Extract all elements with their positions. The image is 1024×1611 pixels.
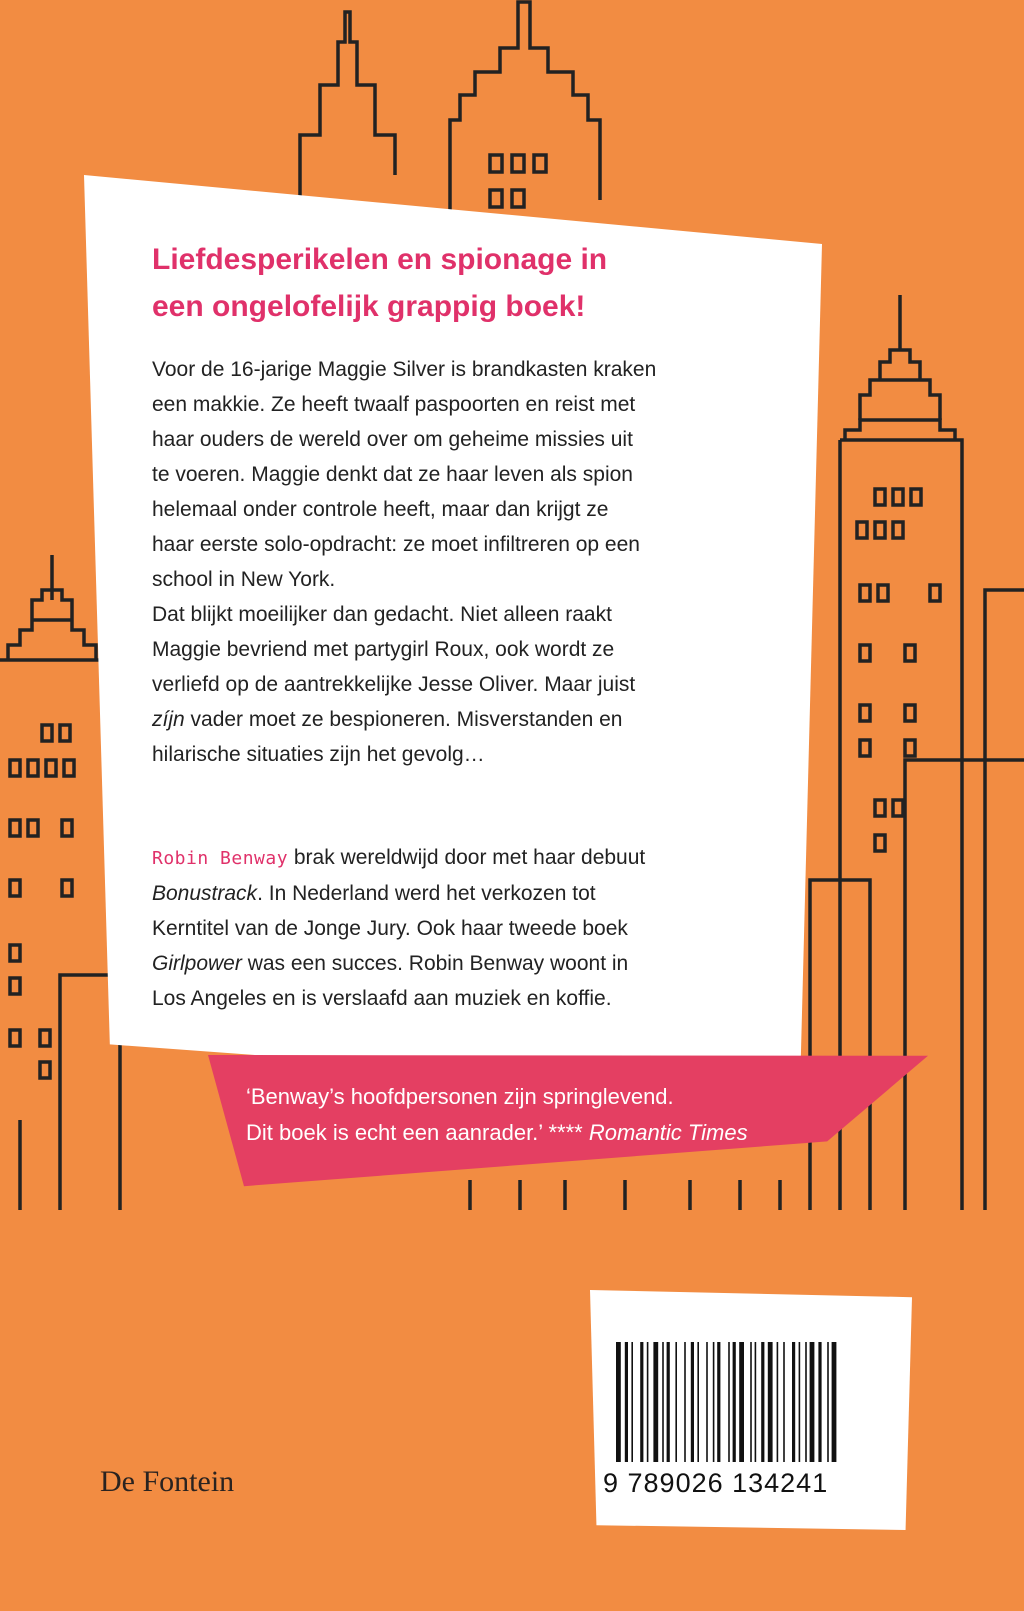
barcode-bar: [631, 1342, 633, 1462]
barcode-bar: [777, 1342, 779, 1462]
text-line: verliefd op de aantrekkelijke Jesse Oliver. Maar juist: [152, 673, 636, 696]
barcode-bar: [653, 1342, 658, 1462]
barcode-bar: [713, 1342, 715, 1462]
barcode-bar: [761, 1342, 764, 1462]
barcode-bar: [792, 1342, 795, 1462]
barcode-bar: [640, 1342, 643, 1462]
barcode-bar: [755, 1342, 757, 1462]
text-line: Maggie bevriend met partygirl Roux, ook wordt ze: [152, 638, 615, 661]
barcode-bar: [647, 1342, 649, 1462]
text-line: Dat blijkt moeilijker dan gedacht. Niet alleen raakt: [152, 603, 612, 626]
barcode-bar: [750, 1342, 752, 1462]
author-bio: [152, 840, 792, 1016]
text-line: een makkie. Ze heeft twaalf paspoorten en reist met: [152, 393, 636, 416]
barcode-bar: [733, 1342, 736, 1462]
text-line: haar ouders de wereld over om geheime missies uit: [152, 428, 633, 451]
barcode-bar: [818, 1342, 821, 1462]
book-title: Bonustrack: [152, 882, 258, 905]
barcode-bar: [728, 1342, 730, 1462]
barcode-bar: [625, 1342, 628, 1462]
quote-line: Dit boek is echt een aanrader.’ ****: [246, 1120, 583, 1145]
barcode-bar: [810, 1342, 815, 1462]
text-line: te voeren. Maggie denkt dat ze haar leven als spion: [152, 463, 633, 486]
barcode-bar: [706, 1342, 708, 1462]
text-line: was een succes. Robin Benway woont in: [241, 952, 629, 975]
barcode-bar: [675, 1342, 677, 1462]
synopsis-paragraph-2: [152, 597, 792, 772]
text-line: hilarische situaties zijn het gevolg…: [152, 743, 485, 766]
text-line: Los Angeles en is verslaafd aan muziek en koffie.: [152, 987, 612, 1010]
text-line: . In Nederland werd het verkozen tot: [257, 882, 596, 905]
book-title: Girlpower: [152, 952, 242, 975]
isbn-number: 9 789026 134241: [603, 1468, 829, 1498]
quote-source: Romantic Times: [588, 1120, 748, 1145]
barcode-bar: [799, 1342, 801, 1462]
barcode-bar: [691, 1342, 694, 1462]
tower-windows: [490, 155, 546, 207]
barcode-bar: [616, 1342, 621, 1462]
synopsis-paragraph-1: [152, 352, 792, 597]
text-line: haar eerste solo-opdracht: ze moet infiltreren op een: [152, 533, 640, 556]
publisher-name: De Fontein: [100, 1465, 235, 1498]
barcode-bar: [832, 1342, 837, 1462]
review-quote: [246, 1079, 886, 1151]
text-line: helemaal onder controle heeft, maar dan krijgt ze: [152, 498, 609, 521]
text-line: vader moet ze bespioneren. Misverstanden en: [184, 708, 623, 731]
barcode-bar: [783, 1342, 785, 1462]
synopsis-text: [152, 352, 792, 772]
barcode: [616, 1342, 886, 1462]
headline-line-1: Liefdesperikelen en spionage in: [152, 243, 608, 276]
text-line: brak wereldwijd door met haar debuut: [288, 846, 646, 869]
text-line: Voor de 16-jarige Maggie Silver is brandkasten kraken: [152, 358, 657, 381]
barcode-bar: [684, 1342, 686, 1462]
barcode-bar: [662, 1342, 664, 1462]
author-name: Robin Benway: [152, 848, 289, 869]
barcode-bar: [739, 1342, 744, 1462]
headline: [152, 236, 792, 330]
barcode-bar: [697, 1342, 699, 1462]
quote-line: ‘Benway’s hoofdpersonen zijn springlevend.: [246, 1084, 674, 1109]
text-line: Kerntitel van de Jonge Jury. Ook haar tweede boek: [152, 917, 628, 940]
headline-line-2: een ongelofelijk grappig boek!: [152, 290, 586, 323]
barcode-bar: [717, 1342, 720, 1462]
barcode-bar: [805, 1342, 807, 1462]
emphasis-word: zíjn: [152, 708, 185, 731]
barcode-bar: [768, 1342, 773, 1462]
barcode-bar: [667, 1342, 670, 1462]
text-line: school in New York.: [152, 568, 336, 591]
barcode-bar: [827, 1342, 829, 1462]
